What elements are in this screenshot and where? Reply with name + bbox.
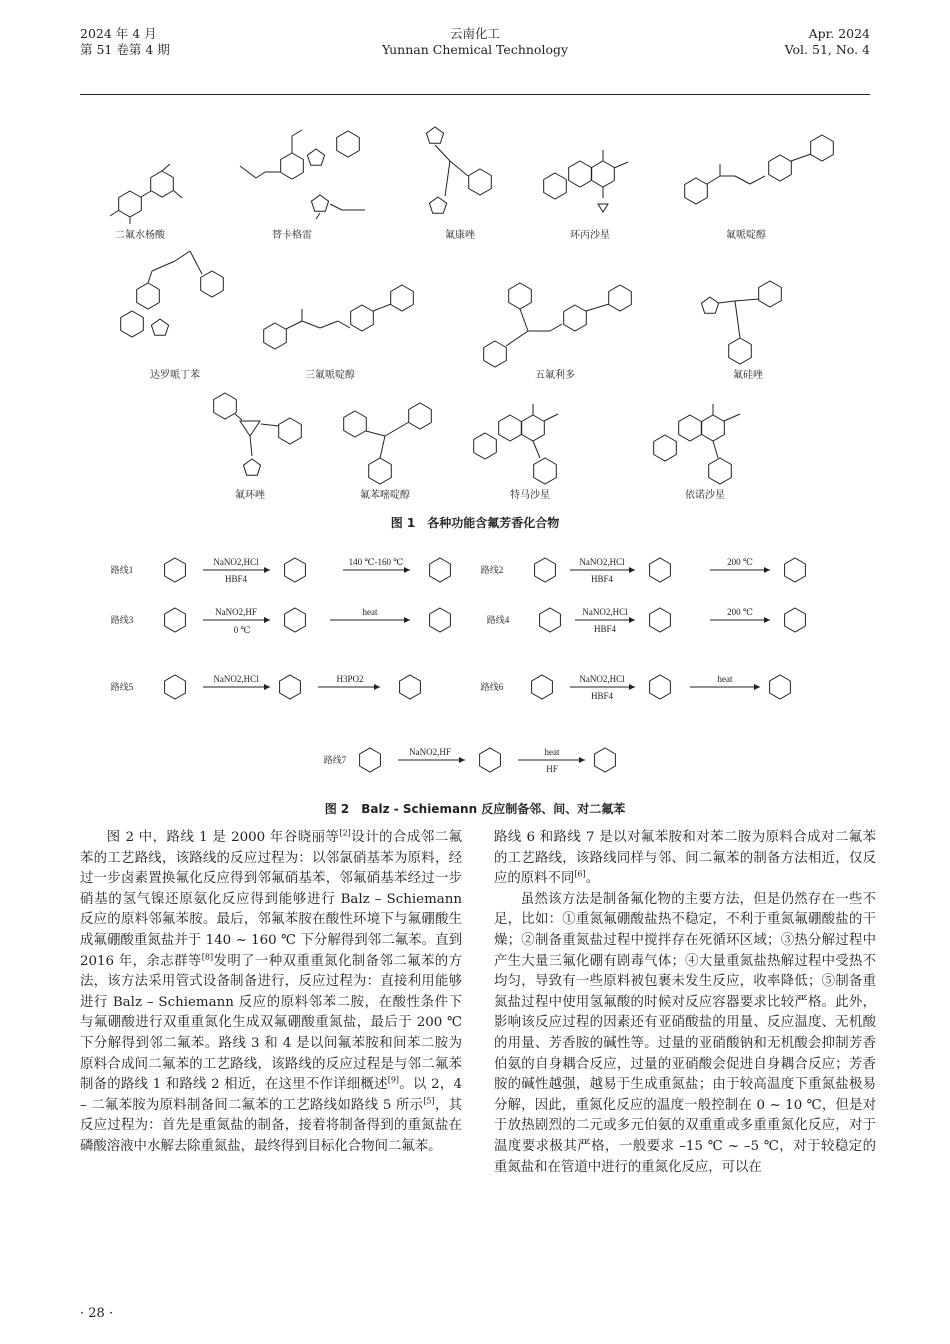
header-rule bbox=[80, 94, 870, 95]
text-run: 路线 6 和路线 7 是以对氟苯胺和对苯二胺为原料合成对二氟苯的工艺路线，该路线同样与邻、间二氟苯的制备方法相近，仅反应的原料不同 bbox=[494, 830, 876, 887]
header-date: 2024 年 4 月 bbox=[80, 26, 157, 41]
journal-title-en: Yunnan Chemical Technology bbox=[381, 42, 569, 57]
route-label: 路线1 bbox=[110, 565, 134, 575]
compound-label: 依诺沙星 bbox=[685, 490, 725, 501]
compound-label: 替卡格雷 bbox=[272, 230, 312, 241]
citation: [2] bbox=[339, 828, 351, 838]
route-condition: heat bbox=[544, 747, 560, 757]
route-reagent: NaNO2,HCl bbox=[213, 557, 259, 567]
citation: [6] bbox=[574, 869, 586, 879]
text-run: 。以 2，4 – 二氟苯胺为原料制备间二氟苯的工艺路线如路线 5 所示 bbox=[80, 1077, 462, 1113]
citation: [5] bbox=[423, 1096, 435, 1106]
route-label: 路线6 bbox=[480, 682, 504, 692]
route-reagent: NaNO2,HCl bbox=[579, 674, 625, 684]
body-column-right bbox=[494, 828, 876, 1178]
text-run: 设计的合成邻二氟苯的工艺路线，该路线的反应过程为：以邻氯硝基苯为原料，经过一步卤素置换氟化反应得到邻氟硝基苯，邻氟硝基苯经过一步硝基的氢气镍还原氨化反应得到能够进行 Balz – Schiemann 反应的原料邻氟苯胺。最后，邻氟苯胺在酸性环境下与氟硼酸生成氟硼酸重氮盐并于 140 ~ 160 ℃ 下分解得到邻二氟苯。直到 2016 年，余志群等 bbox=[80, 830, 463, 969]
structure-penfluridol bbox=[484, 283, 632, 367]
compound-label: 氟环唑 bbox=[235, 490, 265, 501]
structure-flusilazole bbox=[701, 281, 781, 364]
text-run: 图 2 中，路线 1 是 2000 年谷晓丽等 bbox=[106, 830, 340, 845]
route-reagent: HBF4 bbox=[590, 691, 614, 701]
paragraph bbox=[494, 828, 876, 890]
compound-label: 氟苯嘧啶醇 bbox=[360, 490, 410, 501]
header-volume: 第 51 卷第 4 期 bbox=[80, 42, 170, 57]
structure-trifluperidol bbox=[264, 285, 414, 349]
compound-label: 五氟利多 bbox=[535, 370, 575, 381]
route-label: 路线4 bbox=[486, 615, 510, 625]
figure-1-caption: 图 1 各种功能含氟芳香化合物 bbox=[390, 516, 560, 530]
compound-label: 特马沙星 bbox=[510, 490, 550, 501]
route-condition: heat bbox=[362, 607, 378, 617]
body-column-left bbox=[80, 828, 462, 1158]
structure-temafloxacin bbox=[474, 404, 558, 484]
route-reagent: NaNO2,HF bbox=[409, 747, 451, 757]
route-condition: 200 ℃ bbox=[727, 557, 753, 567]
route-condition: H3PO2 bbox=[336, 674, 364, 684]
header-date-en: Apr. 2024 bbox=[808, 26, 870, 41]
paragraph bbox=[80, 828, 462, 1158]
paragraph: 虽然该方法是制备氟化物的主要方法，但是仍然存在一些不足，比如：①重氮氟硼酸盐热不稳定，不利于重氮氟硼酸盐的干燥；②制备重氮盐过程中搅拌存在死循环区域；③热分解过程中产生大量三氟化硼有剧毒气体；④大量重氮盐热解过程中受热不均匀，导致有一些原料被包裹未发生反应，收率降低；⑤制备重氮盐过程中使用氢氟酸的时候对反应容器要求比较严格。此外，影响该反应过程的因素还有亚硝酸盐的用量、反应温度、无机酸的用量、芳香胺的碱性等。过量的亚硝酸钠和无机酸会抑制芳香伯氨的自身耦合反应，过量的亚硝酸会促进自身耦合反应；芳香胺的碱性越强，越易于生成重氮盐；由于较高温度下重氮盐极易分解，因此，重氮化反应的温度一般控制在 0 ~ 10 ℃，但是对于放热剧烈的二元或多元伯氨的双重重或多重重氮化反应，对于温度要求极其严格，一般要求 –15 ℃ ~ –5 ℃，对于较稳定的重氮盐和在管道中进行的重氮化反应，可以在 bbox=[494, 891, 876, 1175]
route-reagent: HBF4 bbox=[590, 574, 614, 584]
route-reagent: NaNO2,HF bbox=[215, 607, 257, 617]
route-condition: HF bbox=[546, 764, 558, 774]
route-reagent: HBF4 bbox=[593, 624, 617, 634]
route-condition: heat bbox=[717, 674, 733, 684]
text-run: ，其反应过程为：首先是重氮盐的制备，接着将制备得到的重氮盐在磷酸溶液中水解去除重氮盐，最终得到目标化合物间二氟苯。 bbox=[80, 1097, 463, 1154]
structure-enoxacin bbox=[654, 404, 740, 484]
compound-label: 氟哌啶醇 bbox=[726, 230, 766, 241]
structure-diflunisal bbox=[110, 164, 182, 224]
compound-label: 氟硅唑 bbox=[733, 370, 763, 381]
compound-label: 达罗哌丁苯 bbox=[150, 370, 200, 381]
journal-title-cn: 云南化工 bbox=[449, 26, 500, 41]
route-label: 路线5 bbox=[110, 682, 134, 692]
figure-2-caption: 图 2 Balz - Schiemann 反应制备邻、间、对二氟苯 bbox=[324, 802, 626, 816]
route-label: 路线3 bbox=[110, 615, 134, 625]
route-reagent: HBF4 bbox=[224, 574, 248, 584]
figure-2 bbox=[80, 542, 870, 792]
compound-label: 环丙沙星 bbox=[570, 230, 610, 241]
header-volume-en: Vol. 51, No. 4 bbox=[784, 42, 870, 57]
route-label: 路线2 bbox=[480, 565, 504, 575]
text-run: 。 bbox=[585, 871, 600, 887]
figure-1 bbox=[80, 106, 870, 506]
header-right bbox=[785, 26, 870, 58]
citation: [8] bbox=[201, 952, 214, 962]
route-reagent: NaNO2,HCl bbox=[579, 557, 625, 567]
structure-epoxiconazole bbox=[214, 393, 302, 475]
route-reagent: NaNO2,HCl bbox=[213, 674, 259, 684]
text-run: 发明了一种双重重氮化制备邻二氟苯的方法，该方法采用管式设备制备进行，反应过程为：直接利用能够进行 Balz – Schiemann 反应的原料邻苯二胺，在酸性条件下与氟硼酸进行双重重氮化生成双氟硼酸重氮盐，最后于 200 ℃ 下分解得到邻二氟苯。路线 3 和 4 是以间氟苯胺和间苯二胺为原料合成间二氟苯的工艺路线，该路线的反应过程是与邻二氟苯制备的路线 1 和路线 2 相近，在这里不作详细概述 bbox=[80, 953, 462, 1093]
compound-label: 氟康唑 bbox=[445, 230, 475, 241]
route-condition: 140 ℃-160 ℃ bbox=[348, 557, 404, 567]
route-label: 路线7 bbox=[323, 755, 347, 765]
structure-droperidol bbox=[121, 251, 224, 337]
route-reagent: NaNO2,HCl bbox=[582, 607, 628, 617]
structure-haloperidol bbox=[685, 135, 834, 204]
compound-label: 二氟水杨酸 bbox=[115, 230, 165, 241]
structure-nuarimol bbox=[344, 403, 432, 484]
route-condition: 200 ℃ bbox=[727, 607, 753, 617]
citation: [9] bbox=[387, 1075, 400, 1085]
page-number: · 28 · bbox=[80, 1306, 114, 1321]
compound-label: 三氟哌啶醇 bbox=[305, 370, 355, 381]
structure-ticagrelor bbox=[240, 130, 365, 219]
structure-ciprofloxacin bbox=[544, 150, 628, 212]
structure-fluconazole bbox=[426, 127, 491, 213]
route-reagent: 0 ℃ bbox=[233, 625, 251, 635]
